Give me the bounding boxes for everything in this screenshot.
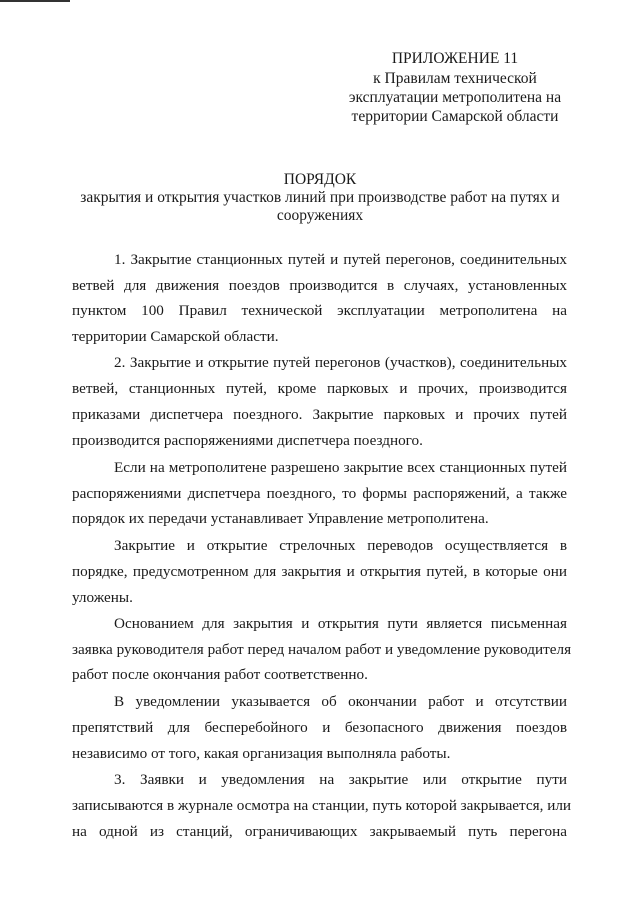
paragraph-line: территории Самарской области. <box>72 328 279 345</box>
document-heading: ПОРЯДОК <box>283 171 357 188</box>
paragraph-line: уложены. <box>72 589 133 606</box>
paragraph-line: приказами диспетчера поездного. Закрытие парковых и прочих путей <box>72 406 567 423</box>
paragraph-line: В уведомлении указывается об окончании работ и отсутствии <box>114 693 567 710</box>
paragraph-line: 1. Закрытие станционных путей и путей перегонов, соединительных <box>114 251 567 268</box>
paragraph-line: Если на метрополитене разрешено закрытие всех станционных путей <box>114 459 567 476</box>
paragraph-line: Основанием для закрытия и открытия пути является письменная <box>114 615 567 632</box>
scan-edge-mark <box>0 0 70 2</box>
paragraph-line: препятствий для бесперебойного и безопасного движения поездов <box>72 719 567 736</box>
paragraph-line: заявка руководителя работ перед началом работ и уведомление руководителя <box>72 641 572 658</box>
appendix-line: к Правилам технической <box>373 70 537 87</box>
paragraph-line: порядок их передачи устанавливает Управление метрополитена. <box>72 510 489 527</box>
paragraph-line: пунктом 100 Правил технической эксплуатации метрополитена на <box>72 302 567 319</box>
document-subtitle: закрытия и открытия участков линий при производстве работ на путях и <box>80 189 560 206</box>
paragraph-line: ветвей, станционных путей, кроме парковых и прочих, производится <box>72 380 567 397</box>
paragraph-line: работ после окончания работ соответственно. <box>72 666 368 683</box>
document-subtitle: сооружениях <box>276 207 364 224</box>
paragraph-line: независимо от того, какая организация выполняла работы. <box>72 745 451 762</box>
appendix-line: территории Самарской области <box>351 108 559 125</box>
paragraph-line: 3. Заявки и уведомления на закрытие или открытие пути <box>114 771 567 788</box>
paragraph-line: производится распоряжениями диспетчера поездного. <box>72 432 423 449</box>
paragraph-line: распоряжениями диспетчера поездного, то формы распоряжений, а также <box>72 485 567 502</box>
paragraph-line: порядке, предусмотренном для закрытия и открытия путей, в которые они <box>72 563 567 580</box>
paragraph-line: на одной из станций, ограничивающих закрываемый путь перегона <box>72 823 567 840</box>
appendix-title: ПРИЛОЖЕНИЕ 11 <box>391 50 519 67</box>
paragraph-line: Закрытие и открытие стрелочных переводов осуществляется в <box>114 537 567 554</box>
appendix-line: эксплуатации метрополитена на <box>348 89 562 106</box>
paragraph-line: ветвей для движения поездов производится в случаях, установленных <box>72 277 567 294</box>
paragraph-line: 2. Закрытие и открытие путей перегонов (участков), соединительных <box>114 354 567 371</box>
paragraph-line: записываются в журнале осмотра на станции, путь которой закрывается, или <box>72 797 572 814</box>
